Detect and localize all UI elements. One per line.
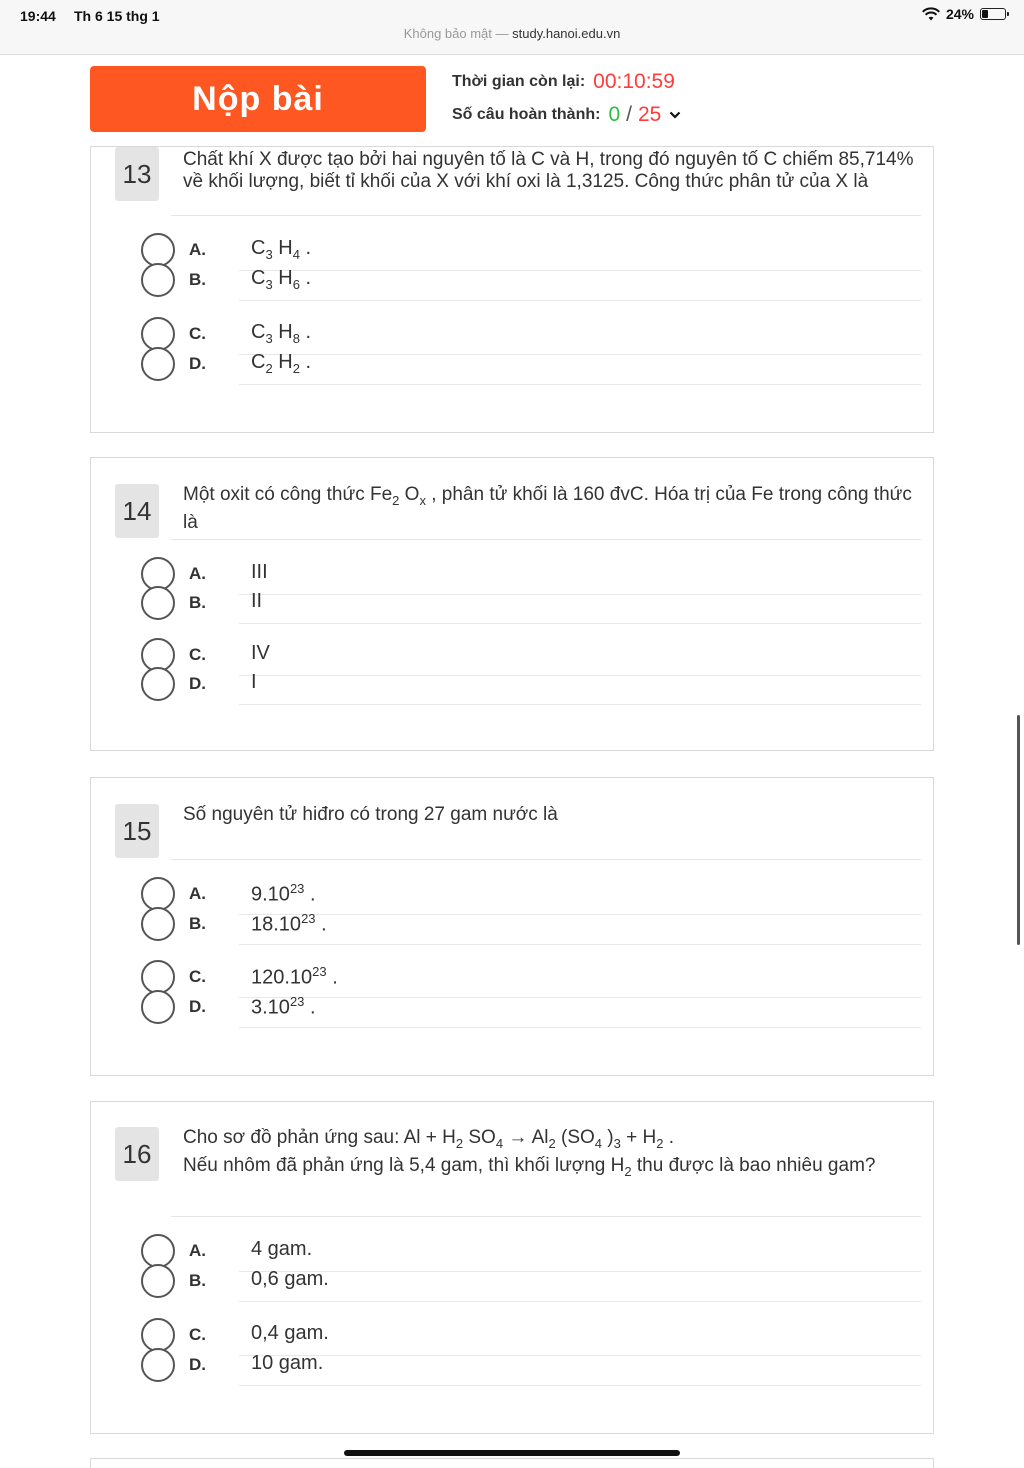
option-c[interactable] xyxy=(137,962,921,992)
question-card-16 xyxy=(90,1101,934,1434)
option-c[interactable] xyxy=(137,319,921,349)
option-text: II xyxy=(251,590,263,612)
radio-button[interactable] xyxy=(141,960,175,994)
completed-number: 0 xyxy=(608,103,621,126)
divider xyxy=(239,1385,921,1386)
radio-button[interactable] xyxy=(141,317,175,351)
radio-button[interactable] xyxy=(141,907,175,941)
option-text: 120.10$^{23}$ . xyxy=(251,964,338,989)
option-letter: C. xyxy=(189,967,206,986)
option-letter: A. xyxy=(189,1241,206,1260)
battery-icon xyxy=(980,8,1006,20)
option-a[interactable] xyxy=(137,879,921,909)
radio-button[interactable] xyxy=(141,347,175,381)
question-card-15 xyxy=(90,777,934,1076)
option-letter: B. xyxy=(189,593,206,612)
status-icons xyxy=(922,6,1006,22)
option-d[interactable] xyxy=(137,669,921,699)
wifi-icon xyxy=(922,7,940,21)
scrollbar[interactable] xyxy=(1017,715,1020,945)
option-b[interactable] xyxy=(137,1266,921,1296)
option-text: 4 gam. xyxy=(251,1238,313,1260)
question-text: Một oxit có công thức $Fe_2$ $O_x$ , phân tử khối là 160 đvC. Hóa trị của Fe trong công thức là xyxy=(183,484,912,533)
question-text xyxy=(183,1127,921,1183)
question-card-14 xyxy=(90,457,934,751)
address-bar[interactable] xyxy=(0,26,1024,41)
question-number: 15 xyxy=(115,804,159,858)
clock: 19:44 xyxy=(20,8,56,24)
radio-button[interactable] xyxy=(141,1348,175,1382)
option-text: III xyxy=(251,561,268,583)
security-label: Không bảo mật xyxy=(403,26,492,41)
option-letter: A. xyxy=(189,564,206,583)
divider xyxy=(171,1216,921,1217)
option-letter: B. xyxy=(189,1271,206,1290)
question-line-1: Cho sơ đồ phản ứng sau: $Al + H_2$ $SO_4 \to Al_2$ ($SO_4$ )$_3 + H_2$ . xyxy=(183,1127,675,1151)
battery-percent: 24% xyxy=(945,6,974,22)
option-letter: D. xyxy=(189,674,206,693)
divider xyxy=(171,859,921,860)
time-remaining-label: Thời gian còn lại: xyxy=(452,73,586,90)
completed-count[interactable] xyxy=(452,103,681,127)
option-letter: C. xyxy=(189,1325,206,1344)
option-b[interactable] xyxy=(137,588,921,618)
option-a[interactable] xyxy=(137,235,921,265)
time-remaining xyxy=(452,70,675,94)
option-c[interactable] xyxy=(137,1320,921,1350)
radio-button[interactable] xyxy=(141,990,175,1024)
radio-button[interactable] xyxy=(141,1234,175,1268)
status-bar xyxy=(0,0,1024,55)
option-text: $C_3$ $H_8$ . xyxy=(251,321,312,346)
option-text: 10 gam. xyxy=(251,1352,324,1374)
completed-label: Số câu hoàn thành: xyxy=(452,106,601,123)
divider xyxy=(239,944,921,945)
question-card-13 xyxy=(90,146,934,433)
option-d[interactable] xyxy=(137,992,921,1022)
battery-level xyxy=(982,10,988,18)
url-separator: — xyxy=(491,26,513,41)
url-text: study.hanoi.edu.vn xyxy=(512,26,621,41)
divider xyxy=(239,623,921,624)
option-letter: A. xyxy=(189,240,206,259)
divider xyxy=(171,215,921,216)
divider xyxy=(239,704,921,705)
option-c[interactable] xyxy=(137,640,921,670)
option-letter: A. xyxy=(189,884,206,903)
question-number: 16 xyxy=(115,1127,159,1181)
question-text: Số nguyên tử hiđro có trong 27 gam nước là xyxy=(183,804,558,825)
option-text: 18.10$^{23}$ . xyxy=(251,911,327,936)
option-d[interactable] xyxy=(137,349,921,379)
option-letter: C. xyxy=(189,645,206,664)
option-b[interactable] xyxy=(137,909,921,939)
option-text: $C_3$ $H_6$ . xyxy=(251,267,312,292)
divider xyxy=(239,1301,921,1302)
total-number: 25 xyxy=(637,103,662,126)
submit-button[interactable]: Nộp bài xyxy=(90,66,426,132)
divider xyxy=(171,539,921,540)
option-text: $C_3$ $H_4$ . xyxy=(251,237,312,262)
radio-button[interactable] xyxy=(141,233,175,267)
radio-button[interactable] xyxy=(141,586,175,620)
option-text: 0,4 gam. xyxy=(251,1322,329,1344)
divider xyxy=(239,1027,921,1028)
countdown-timer: 00:10:59 xyxy=(593,70,675,93)
option-text: IV xyxy=(251,642,270,664)
option-text: $C_2$ $H_2$ . xyxy=(251,351,312,376)
radio-button[interactable] xyxy=(141,667,175,701)
question-line-2: Nếu nhôm đã phản ứng là 5,4 gam, thì khối lượng $H_2$ thu được là bao nhiêu gam? xyxy=(183,1154,876,1179)
option-a[interactable] xyxy=(137,559,921,589)
option-d[interactable] xyxy=(137,1350,921,1380)
radio-button[interactable] xyxy=(141,263,175,297)
chevron-down-icon[interactable] xyxy=(669,109,681,121)
divider xyxy=(239,300,921,301)
question-text: Chất khí X được tạo bởi hai nguyên tố là C và H, trong đó nguyên tố C chiếm 85,714% về khối lượng, biết tỉ khối của X với khí oxi là 1,3125. Công thức phân tử của X là xyxy=(183,149,914,192)
option-letter: D. xyxy=(189,997,206,1016)
home-indicator[interactable] xyxy=(344,1450,680,1456)
divider xyxy=(239,384,921,385)
option-letter: C. xyxy=(189,324,206,343)
question-number: 14 xyxy=(115,484,159,538)
option-text: I xyxy=(251,671,257,693)
option-letter: B. xyxy=(189,914,206,933)
option-letter: D. xyxy=(189,354,206,373)
option-a[interactable] xyxy=(137,1236,921,1266)
option-letter: B. xyxy=(189,270,206,289)
radio-button[interactable] xyxy=(141,877,175,911)
option-text: 9.10$^{23}$ . xyxy=(251,881,316,906)
question-number: 13 xyxy=(115,147,159,201)
option-letter: D. xyxy=(189,1355,206,1374)
date: Th 6 15 thg 1 xyxy=(74,8,160,24)
option-text: 3.10$^{23}$ . xyxy=(251,994,316,1019)
option-text: 0,6 gam. xyxy=(251,1268,329,1290)
option-b[interactable] xyxy=(137,265,921,295)
radio-button[interactable] xyxy=(141,1264,175,1298)
count-separator: / xyxy=(626,103,632,126)
radio-button[interactable] xyxy=(141,1318,175,1352)
